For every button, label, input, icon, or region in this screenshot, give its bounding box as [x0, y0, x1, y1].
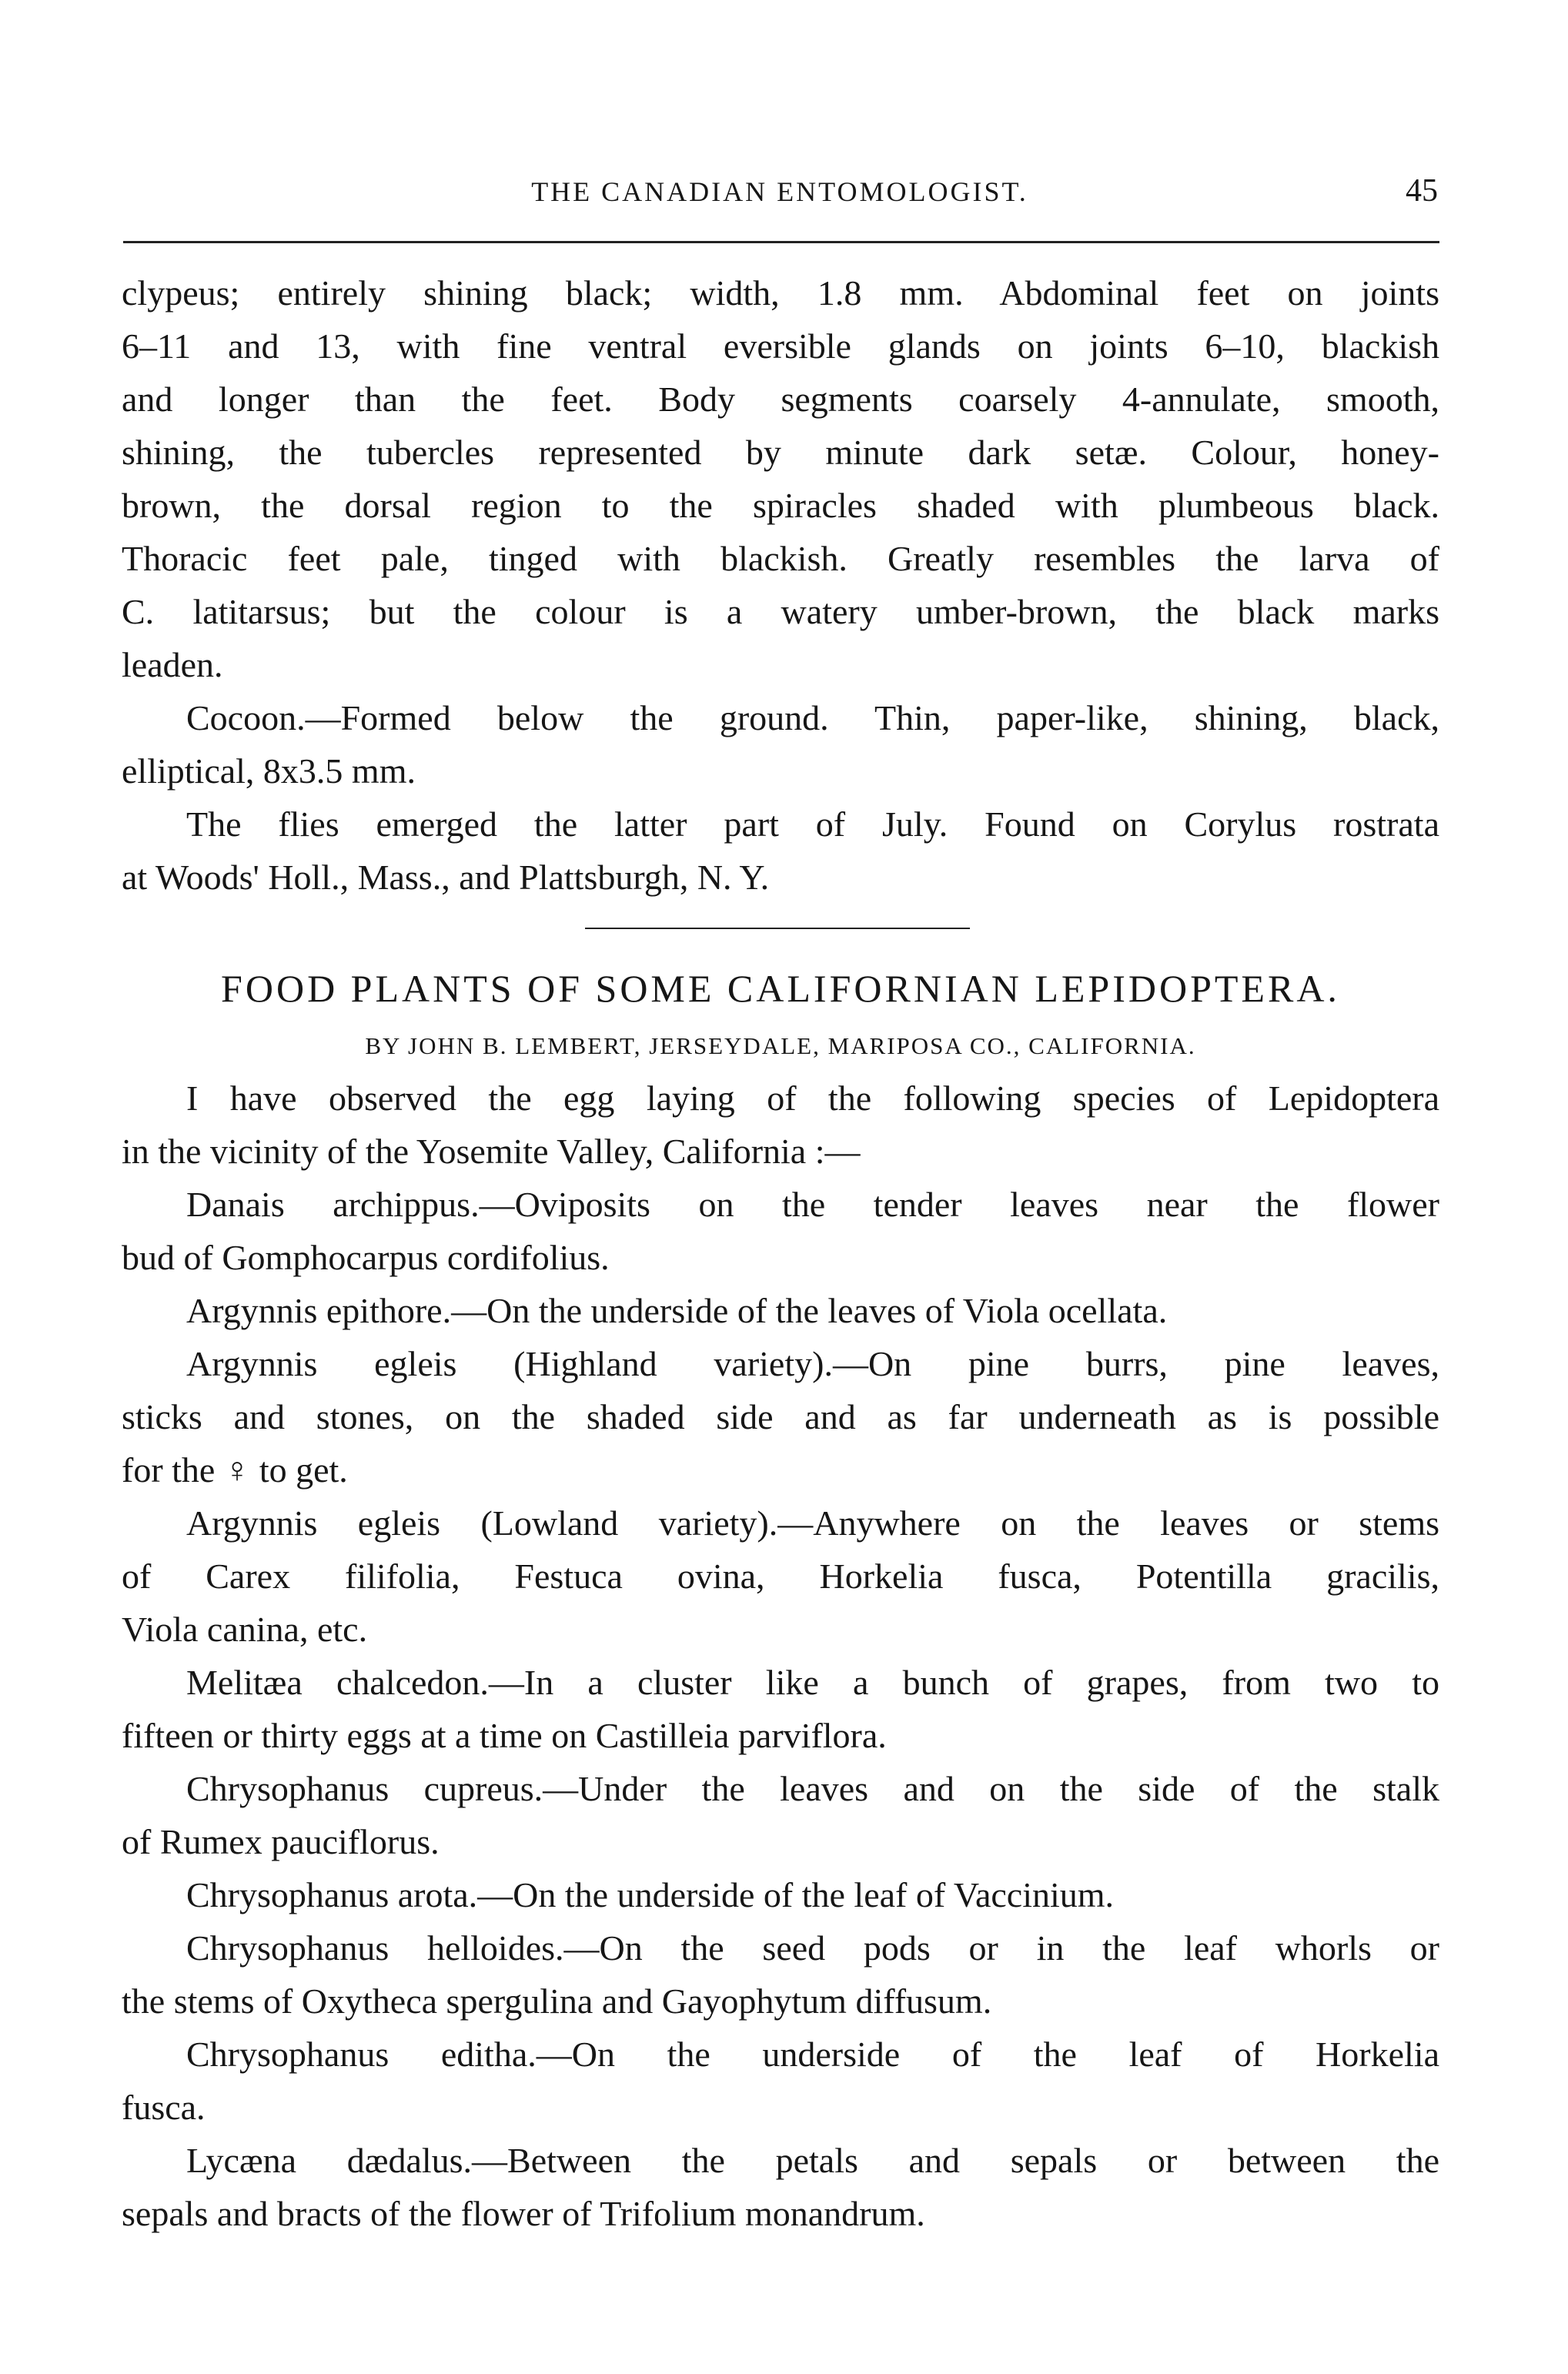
- article: [122, 956, 1439, 2240]
- text-line: bud of Gomphocarpus cordifolius.: [122, 1238, 610, 1277]
- text-line: elliptical, 8x3.5 mm.: [122, 751, 416, 791]
- text-line: Chrysophanus arota.—On the underside of the leaf of Vaccinium.: [186, 1875, 1115, 1914]
- text-line: Viola canina, etc.: [122, 1610, 368, 1649]
- text-line: and longer than the feet. Body segments coarsely 4-annulate, smooth,: [122, 380, 1439, 419]
- text-line: Thoracic feet pale, tinged with blackish. Greatly resembles the larva of: [122, 539, 1439, 578]
- text-line: C. latitarsus; but the colour is a watery umber-brown, the black marks: [122, 592, 1439, 631]
- text-line: at Woods' Holl., Mass., and Plattsburgh, N. Y.: [122, 858, 770, 897]
- text-line: The flies emerged the latter part of July. Found on Corylus rostrata: [186, 804, 1439, 844]
- text-line: sepals and bracts of the flower of Trifolium monandrum.: [122, 2194, 925, 2233]
- text-line: Cocoon.—Formed below the ground. Thin, paper-like, shining, black,: [186, 698, 1439, 737]
- text-line: Chrysophanus helloides.—On the seed pods or in the leaf whorls or: [186, 1928, 1439, 1968]
- text-line: brown, the dorsal region to the spiracles shaded with plumbeous black.: [122, 486, 1439, 525]
- header-rule: [123, 241, 1439, 243]
- text-line: Danais archippus.—Oviposits on the tender leaves near the flower: [186, 1185, 1439, 1224]
- page-number: 45: [1406, 173, 1438, 209]
- text-line: shining, the tubercles represented by minute dark setæ. Colour, honey-: [122, 433, 1439, 472]
- article-byline: BY JOHN B. LEMBERT, JERSEYDALE, MARIPOSA CO., CALIFORNIA.: [365, 1032, 1196, 1059]
- text-line: in the vicinity of the Yosemite Valley, California :—: [122, 1132, 861, 1171]
- continued-text: [122, 266, 1439, 904]
- text-line: fifteen or thirty eggs at a time on Castilleia parviflora.: [122, 1716, 887, 1755]
- text-line: sticks and stones, on the shaded side and as far underneath as is possible: [122, 1397, 1439, 1436]
- text-line: Chrysophanus cupreus.—Under the leaves and on the side of the stalk: [186, 1769, 1439, 1808]
- text-line: leaden.: [122, 645, 223, 684]
- text-line: Argynnis egleis (Highland variety).—On pine burrs, pine leaves,: [186, 1344, 1439, 1383]
- text-line: Lycæna dædalus.—Between the petals and sepals or between the: [186, 2141, 1439, 2180]
- article-title: FOOD PLANTS OF SOME CALIFORNIAN LEPIDOPTERA.: [221, 967, 1340, 1010]
- page-header: [122, 169, 1438, 216]
- text-line: the stems of Oxytheca spergulina and Gayophytum diffusum.: [122, 1981, 992, 2021]
- text-line: of Carex filifolia, Festuca ovina, Horkelia fusca, Potentilla gracilis,: [122, 1556, 1439, 1596]
- text-line: Chrysophanus editha.—On the underside of the leaf of Horkelia: [186, 2035, 1439, 2074]
- text-line: 6–11 and 13, with fine ventral eversible glands on joints 6–10, blackish: [122, 326, 1439, 366]
- text-line: clypeus; entirely shining black; width, 1.8 mm. Abdominal feet on joints: [122, 273, 1439, 313]
- text-line: Melitæa chalcedon.—In a cluster like a bunch of grapes, from two to: [186, 1663, 1439, 1702]
- text-line: I have observed the egg laying of the following species of Lepidoptera: [186, 1078, 1439, 1118]
- section-separator: [585, 928, 970, 929]
- running-title: THE CANADIAN ENTOMOLOGIST.: [531, 176, 1028, 207]
- text-line: for the ♀ to get.: [122, 1450, 348, 1490]
- text-line: fusca.: [122, 2088, 206, 2127]
- text-line: Argynnis egleis (Lowland variety).—Anywhere on the leaves or stems: [186, 1503, 1439, 1543]
- text-line: Argynnis epithore.—On the underside of the leaves of Viola ocellata.: [186, 1291, 1168, 1330]
- text-line: of Rumex pauciflorus.: [122, 1822, 440, 1861]
